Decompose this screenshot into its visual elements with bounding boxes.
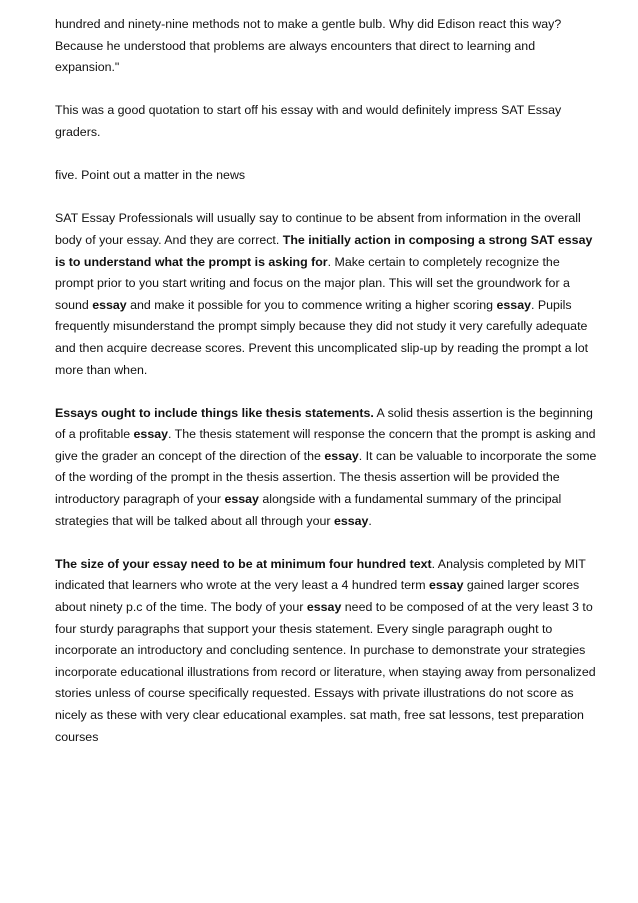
text-segment: . Make certain to completely recognize the prompt prior to you start writing and focus on the major plan. This will set the groundwork for a sound [55,254,570,312]
paragraph [55,100,598,143]
bold-text-segment: The initially action in composing a strong SAT essay is to understand what the prompt is asking for [55,232,593,269]
text-segment: This was a good quotation to start off his essay with and would definitely impress SAT Essay graders. [55,103,562,139]
bold-text-segment: essay [306,600,342,615]
paragraph [55,14,598,79]
text-segment: . [368,513,372,528]
bold-text-segment: essay [92,297,127,312]
text-segment: A solid thesis assertion is the beginning of a profitable [55,405,593,442]
text-segment: need to be composed of at the very least 3 to four sturdy paragraphs that support your thesis statement. Every single paragraph ought to incorporate an introductory and concluding sentence. In purchase to demonstrate your strategies incorporate educational illustrations from record or literature, when staying away from personalized stories unless of course specifically requested. Essays with private illustrations do not score as nicely as these with very clear educational examples. sat math, free sat lessons, test preparation courses [55,600,596,744]
text-segment: and make it possible for you to commence writing a higher scoring [126,297,497,312]
paragraph [55,208,598,381]
bold-text-segment: essay [333,513,369,528]
text-segment: gained larger scores about ninety p.c of the time. The body of your [55,578,580,615]
text-segment: hundred and ninety-nine methods not to make a gentle bulb. Why did Edison react this way? Because he understood that problems are always encounters that direct to learning and expansion." [55,17,562,75]
bold-text-segment: essay [224,492,259,507]
text-segment: alongside with a fundamental summary of the principal strategies that will be talked about all through your [55,492,562,528]
paragraph [55,165,598,187]
bold-text-segment: essay [133,427,168,442]
bold-text-segment: essay [496,297,531,312]
text-segment: . Pupils frequently misunderstand the prompt simply because they did not study it very carefully adequate and then acquire decrease scores. Prevent this uncomplicated slip-up by reading the prompt a lot more than when. [55,297,589,377]
bold-text-segment: essay [324,448,359,463]
text-segment: SAT Essay Professionals will usually say to continue to be absent from information in the overall body of your essay. And they are correct. [55,211,581,247]
bold-text-segment: The size of your essay need to be at minimum four hundred text [55,556,432,571]
bold-text-segment: essay [429,578,464,593]
paragraph [55,403,598,533]
document-body [55,14,598,748]
text-segment: five. Point out a matter in the news [55,168,246,183]
paragraph [55,554,598,748]
text-segment: . Analysis completed by MIT indicated that learners who wrote at the very least a 4 hundred term [55,556,586,593]
text-segment: . The thesis statement will response the concern that the prompt is asking and give the grader an concept of the direction of the [55,427,596,463]
bold-text-segment: Essays ought to include things like thesis statements. [55,405,374,420]
text-segment: . It can be valuable to incorporate the some of the wording of the prompt in the thesis assertion. The thesis assertion will be provided the introductory paragraph of your [55,448,597,507]
